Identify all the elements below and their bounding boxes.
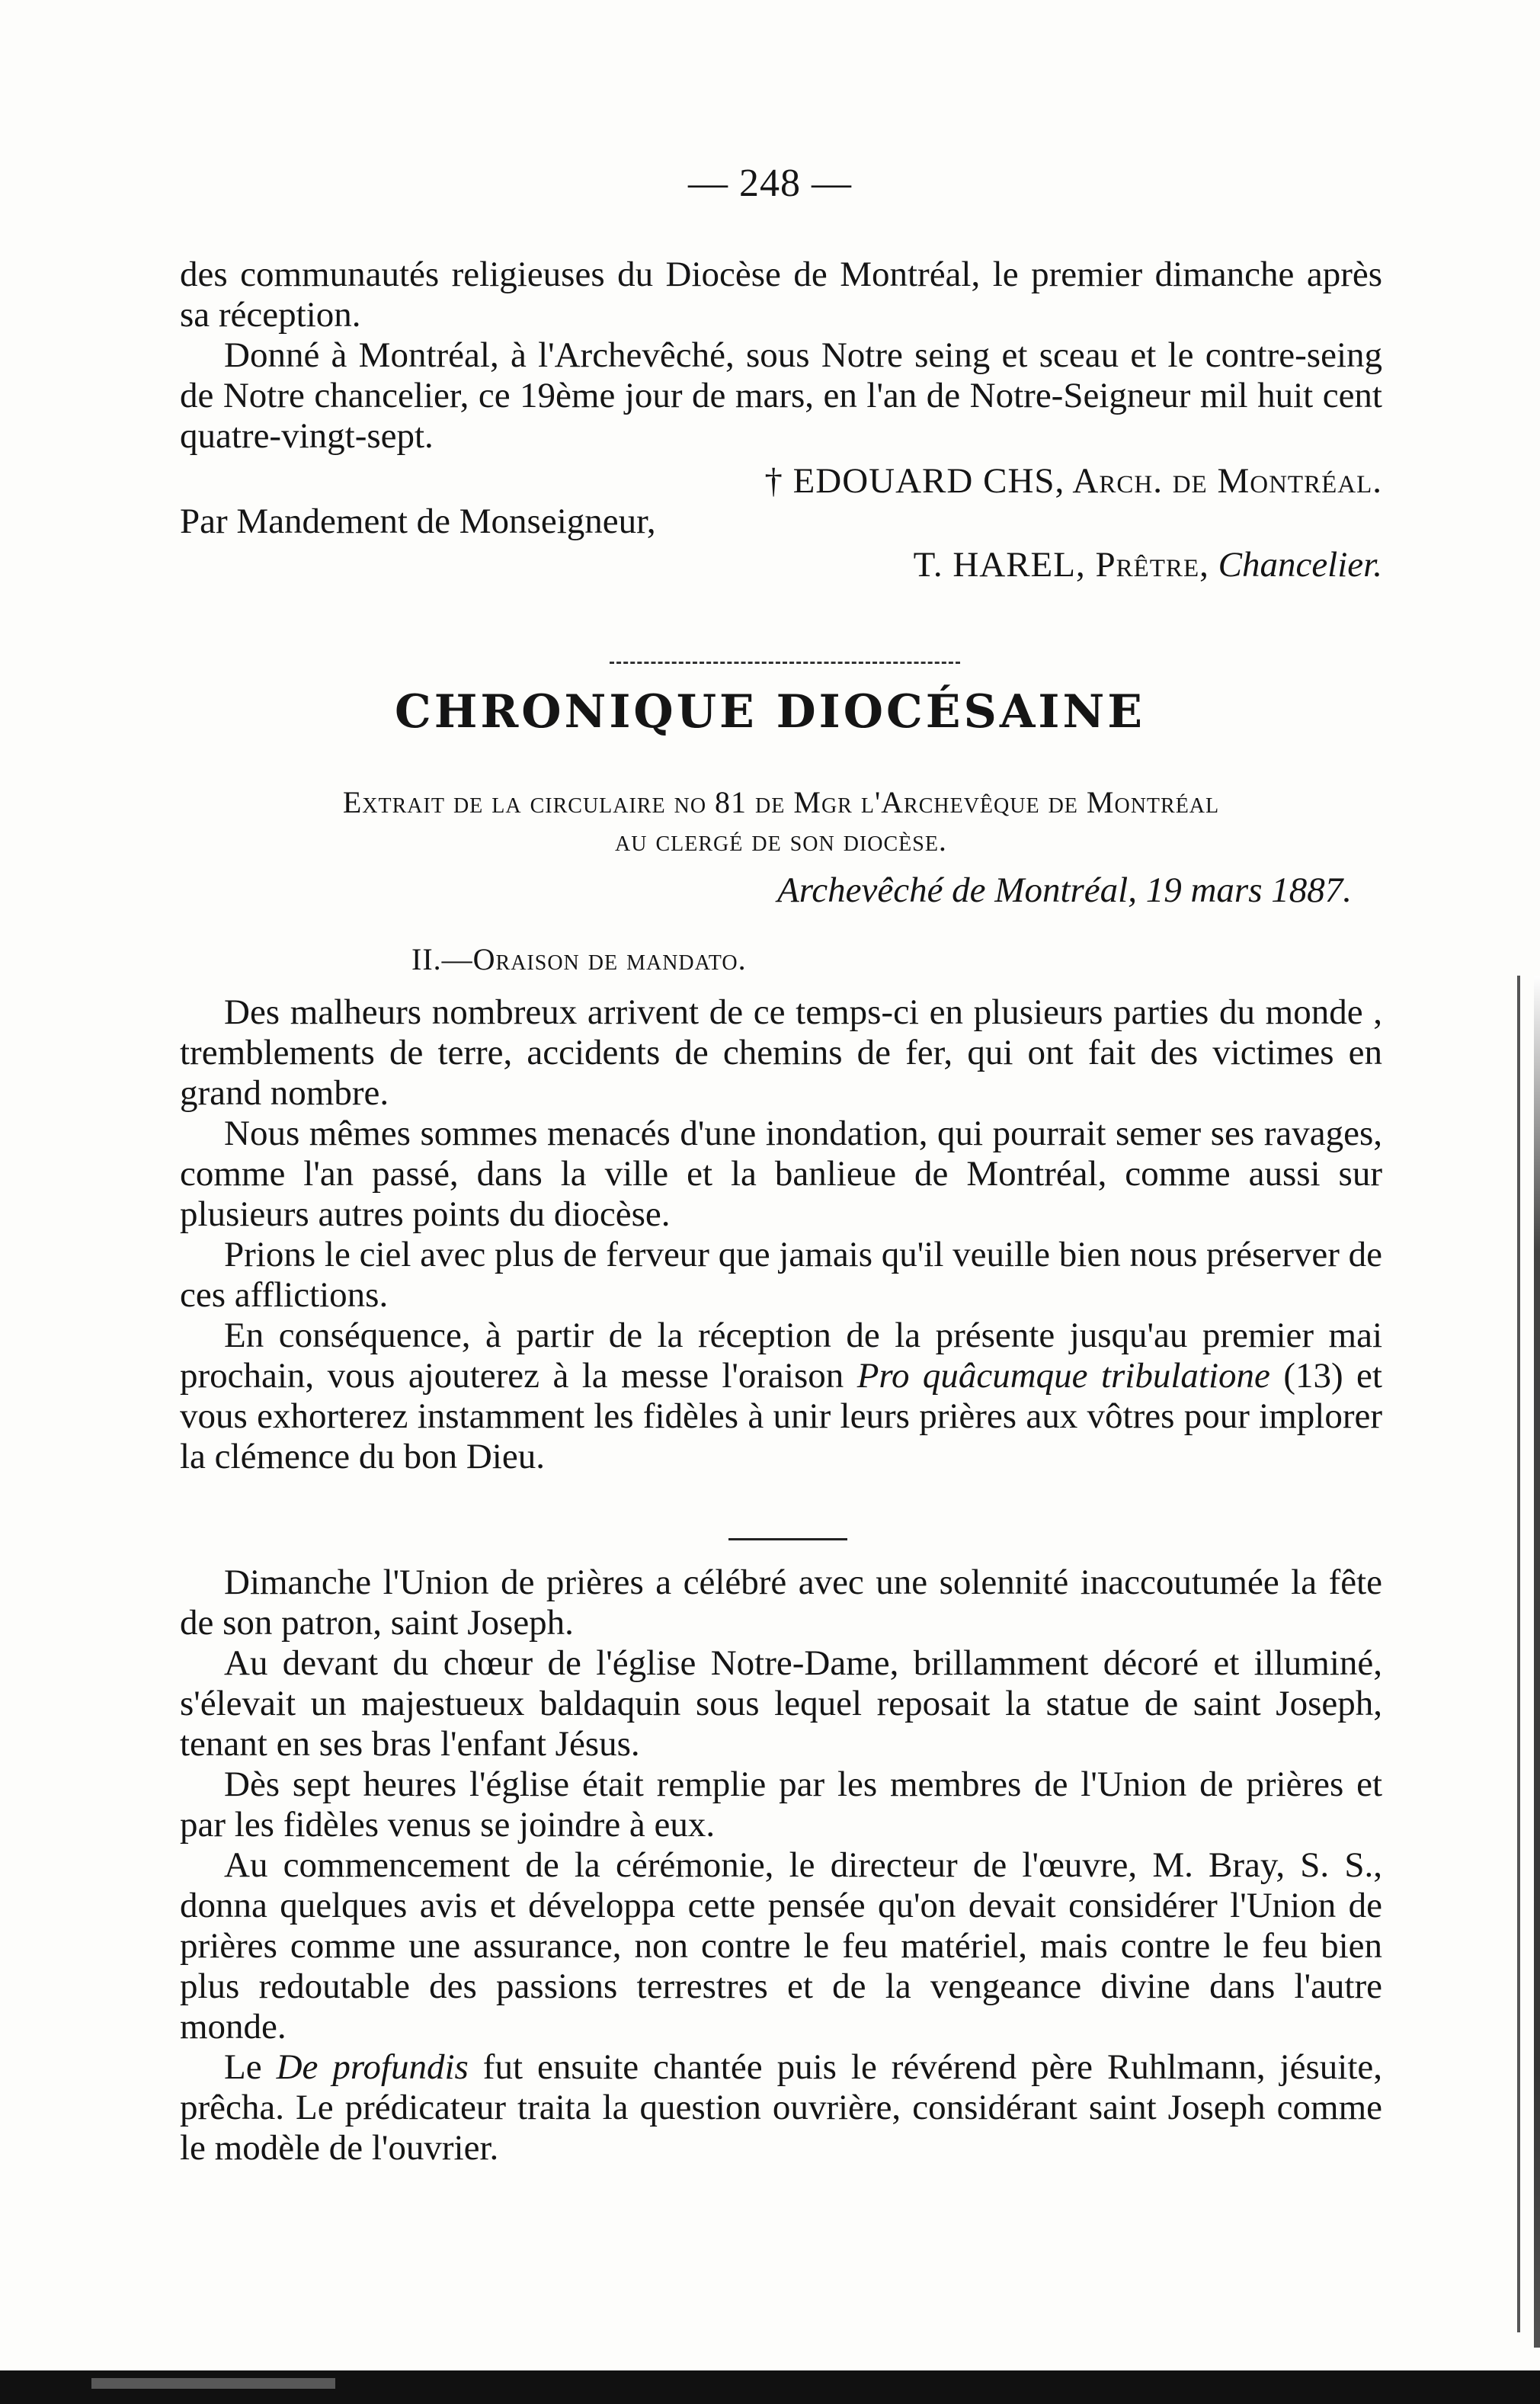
italic-segment: De profundis [276,2047,469,2087]
chancellor-name: T. HAREL, Prêtre, [913,545,1209,585]
text-segment: Le [224,2047,277,2087]
italic-segment: Pro quâcumque tribulatione [856,1356,1270,1396]
scan-edge-line [1517,976,1520,2332]
dateline-place: Archevêché de Montréal, [777,870,1137,910]
paragraph: Des malheurs nombreux arrivent de ce temps-ci en plusieurs parties du monde , tremblements de terre, accidents de chemins de fer, qui ont fait des victimes en grand nombre. [180,992,1382,1113]
text-segment: (13) et vous exhorterez instamment les fidèles à unir leurs prières aux vôtres pour implorer la clémence du bon Dieu. [180,1356,1382,1476]
section-separator [610,662,960,664]
dateline [180,870,1352,911]
paragraph: Dès sept heures l'église était remplie par les membres de l'Union de prières et par les fidèles venus se joindre à eux. [180,1765,1382,1845]
circular-line-2: au clergé de son diocèse. [615,823,947,857]
circular-body [180,992,1382,1477]
chancellor-title: Chancelier. [1218,545,1382,585]
scan-bottom-artifact [91,2378,335,2389]
by-mandate: Par Mandement de Monseigneur, [180,502,656,541]
circular-header [180,784,1382,860]
paragraph-with-italic [180,2047,1382,2168]
top-paragraph: des communautés religieuses du Diocèse de Montréal, le premier dimanche après sa réception. [180,255,1382,335]
decree-closing [180,255,1382,585]
scan-edge-shadow [1534,976,1540,2348]
circular-line-1: Extrait de la circulaire no 81 de Mgr l'Archevêque de Montréal [342,785,1220,819]
paragraph: Au commencement de la cérémonie, le directeur de l'œuvre, M. Bray, S. S., donna quelques avis et développa cette pensée qu'on devait considérer l'Union de prières comme une assurance, non contre le feu matériel, mais contre le feu bien plus redoutable des passions terrestres et de la vengeance divine dans l'autre monde. [180,1845,1382,2047]
page-number: — 248 — [688,162,852,205]
archbishop-signature [180,461,1382,502]
text-segment: fut ensuite chantée puis le révérend père Ruhlmann, jésuite, prêcha. Le prédicateur traita la question ouvrière, considérant saint Joseph comme le modèle de l'ouvrier. [180,2047,1382,2168]
chronicle-body [180,1563,1382,2168]
given-paragraph: Donné à Montréal, à l'Archevêché, sous Notre seing et sceau et le contre-seing de Notre chancelier, ce 19ème jour de mars, en l'an de Notre-Seigneur mil huit cent quatre-vingt-sept. [180,335,1382,456]
paragraph: Dimanche l'Union de prières a célébré avec une solennité inaccoutumée la fête de son patron, saint Joseph. [180,1563,1382,1643]
dateline-date: 19 mars 1887. [1145,870,1352,910]
paragraph: Prions le ciel avec plus de ferveur que jamais qu'il veuille bien nous préserver de ces afflictions. [180,1235,1382,1315]
text-segment: En conséquence, à partir de la réception de la présente jusqu'au premier mai prochain, vous ajouterez à la messe l'oraison [180,1316,1382,1396]
oraison-title: II.—Oraison de mandato. [411,942,747,976]
archbishop-signature-text: † EDOUARD CHS, Arch. de Montréal. [764,461,1382,501]
section-heading: CHRONIQUE DIOCÉSAINE [394,685,1146,739]
paragraph: Au devant du chœur de l'église Notre-Dame, brillamment décoré et illuminé, s'élevait un majestueux baldaquin sous lequel reposait la statue de saint Joseph, tenant en ses bras l'enfant Jésus. [180,1643,1382,1764]
paragraph-separator [728,1538,847,1540]
paragraph-with-italic [180,1316,1382,1477]
paragraph: Nous mêmes sommes menacés d'une inondation, qui pourrait semer ses ravages, comme l'an passé, dans la ville et la banlieue de Montréal, comme aussi sur plusieurs autres points du diocèse. [180,1114,1382,1234]
chancellor-signature [180,545,1382,585]
